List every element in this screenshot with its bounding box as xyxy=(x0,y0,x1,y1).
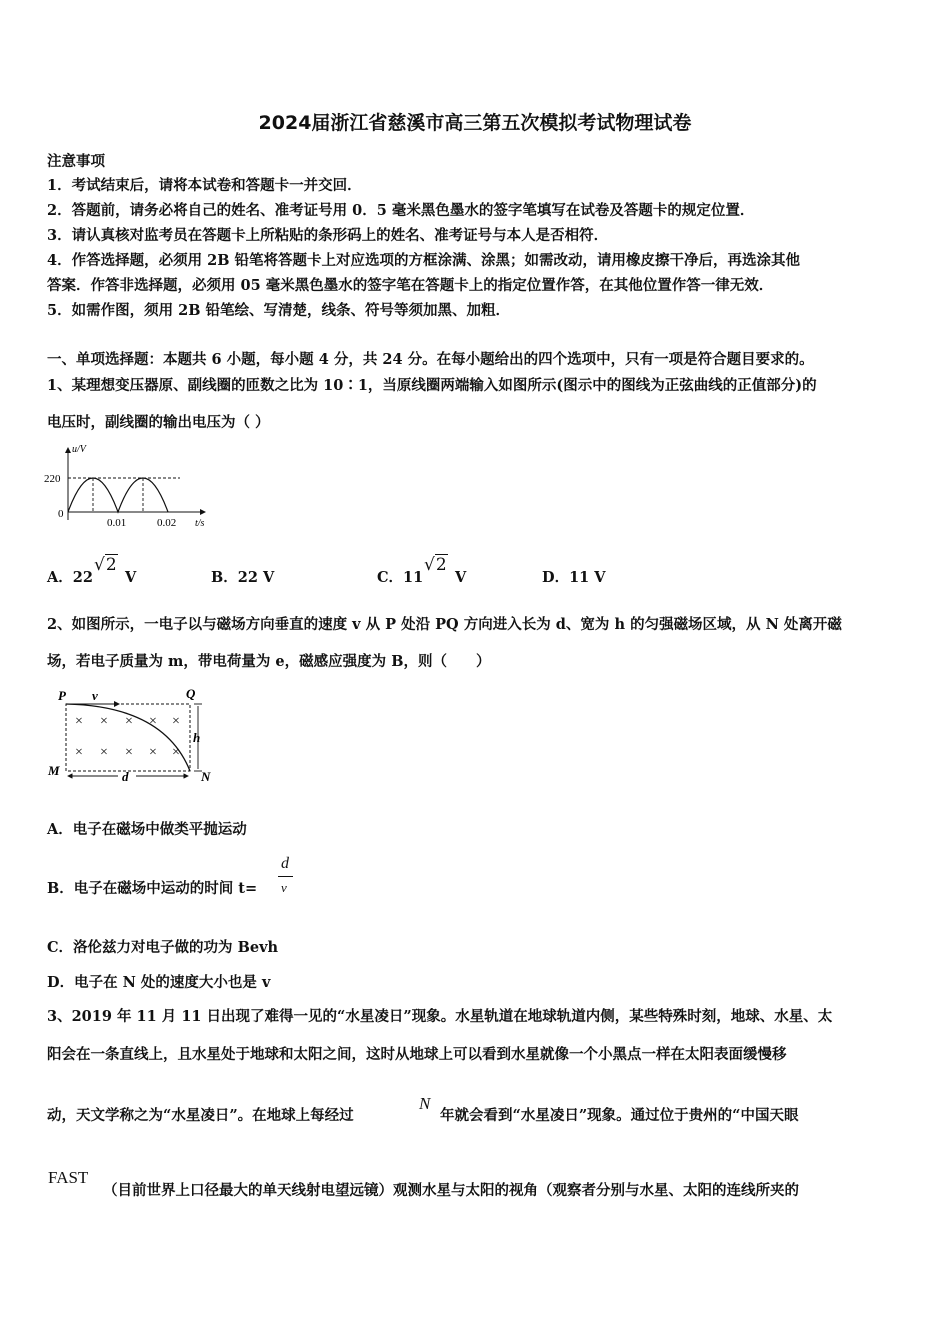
option-b: B．22 V xyxy=(211,569,275,586)
notes-item: 3．请认真核对监考员在答题卡上所粘贴的条形码上的姓名、准考证号与本人是否相符． xyxy=(47,227,609,244)
option-b: B．电子在磁场中运动的时间 t= xyxy=(47,880,258,897)
origin-label: 0 xyxy=(58,508,64,520)
cross-mark: × xyxy=(172,714,180,729)
question-3-text: （目前世界上口径最大的单天线射电望远镜）观测水星与太阳的视角（观察者分别与水星、太阳的连线所夹的 xyxy=(103,1182,799,1199)
label-d: d xyxy=(122,769,129,784)
cross-mark: × xyxy=(100,714,108,729)
x-tick-label: 0.02 xyxy=(157,517,177,529)
notes-item: 答案．作答非选择题，必须用 05 毫米黑色墨水的签字笔在答题卡上的指定位置作答，在其他位置作答一律无效． xyxy=(47,277,774,294)
question-2-text: 2、如图所示，一电子以与磁场方向垂直的速度 v 从 P 处沿 PQ 方向进入长为 d、宽为 h 的匀强磁场区域，从 N 处离开磁 xyxy=(47,616,842,633)
y-tick-label: 220 xyxy=(44,473,61,485)
rectified-sine-curve xyxy=(68,478,168,512)
cross-mark: × xyxy=(100,745,108,760)
voltage-time-graph xyxy=(40,440,220,535)
notes-item: 1．考试结束后，请将本试卷和答题卡一并交回． xyxy=(47,177,362,194)
option-a: A．22 xyxy=(47,569,93,586)
cross-mark: × xyxy=(75,714,83,729)
notes-item: 5．如需作图，须用 2B 铅笔绘、写清楚，线条、符号等须加黑、加粗． xyxy=(47,302,511,319)
variable-n: N xyxy=(419,1094,431,1113)
question-2-text: 场，若电子质量为 m，带电荷量为 e，磁感应强度为 B，则（ ） xyxy=(47,653,491,670)
x-tick-label: 0.01 xyxy=(107,517,127,529)
label-q: Q xyxy=(186,686,196,701)
field-crosses xyxy=(75,714,180,760)
question-3-text: 动，天文学称之为“水星凌日”。在地球上每经过 xyxy=(47,1107,354,1124)
fraction-bar xyxy=(278,876,293,877)
fast-label: FAST xyxy=(48,1168,89,1187)
sqrt-radicand: 2 xyxy=(435,555,447,575)
notes-item: 4．作答选择题，必须用 2B 铅笔将答题卡上对应选项的方框涂满、涂黑；如需改动，请用橡皮擦干净后，再选涂其他 xyxy=(47,252,801,269)
option-a: A．电子在磁场中做类平抛运动 xyxy=(47,821,247,838)
fraction-numerator: d xyxy=(281,855,289,872)
cross-mark: × xyxy=(149,714,157,729)
label-n: N xyxy=(201,769,211,784)
cross-mark: × xyxy=(125,714,133,729)
option-c-unit: V xyxy=(455,569,467,586)
option-a-unit: V xyxy=(125,569,137,586)
sqrt-symbol: √2 xyxy=(94,555,117,575)
option-d: D．11 V xyxy=(542,569,606,586)
cross-mark: × xyxy=(149,745,157,760)
label-h: h xyxy=(193,730,201,745)
cross-mark: × xyxy=(172,745,180,760)
label-v: v xyxy=(92,688,98,703)
option-c: C．11 xyxy=(377,569,424,586)
cross-mark: × xyxy=(75,745,83,760)
sqrt-radicand: 2 xyxy=(105,555,117,575)
section-heading: 一、单项选择题：本题共 6 小题，每小题 4 分，共 24 分。在每小题给出的四个选项中，只有一项是符合题目要求的。 xyxy=(47,351,814,368)
label-m: M xyxy=(48,763,60,778)
question-3-text: 3、2019 年 11 月 11 日出现了难得一见的“水星凌日”现象。水星轨道在地球轨道内侧，某些特殊时刻，地球、水星、太 xyxy=(47,1008,833,1025)
x-axis-label: t/s xyxy=(195,518,205,529)
option-c: C．洛伦兹力对电子做的功为 Bevh xyxy=(47,939,279,956)
notes-item: 2．答题前，请务必将自己的姓名、准考证号用 0．5 毫米黑色墨水的签字笔填写在试卷及答题卡的规定位置． xyxy=(47,202,755,219)
y-axis-label: u/V xyxy=(72,444,86,455)
question-1-text: 电压时，副线圈的输出电压为（ ） xyxy=(47,414,270,431)
option-d: D．电子在 N 处的速度大小也是 v xyxy=(47,974,271,991)
sqrt-symbol: √2 xyxy=(424,555,447,575)
label-p: P xyxy=(58,688,66,703)
question-1-text: 1、某理想变压器原、副线圈的匝数之比为 10∶1，当原线圈两端输入如图所示(图示中的图线为正弦曲线的正值部分)的 xyxy=(47,377,817,394)
notes-heading: 注意事项 xyxy=(47,153,105,170)
magnetic-field-diagram xyxy=(44,684,224,789)
question-3-text: 年就会看到“水星凌日”现象。通过位于贵州的“中国天眼 xyxy=(440,1107,799,1124)
page-title: 2024届浙江省慈溪市高三第五次模拟考试物理试卷 xyxy=(258,112,692,134)
fraction-denominator: v xyxy=(281,880,287,895)
question-3-text: 阳会在一条直线上，且水星处于地球和太阳之间，这时从地球上可以看到水星就像一个小黑点一样在太阳表面缓慢移 xyxy=(47,1046,787,1063)
cross-mark: × xyxy=(125,745,133,760)
